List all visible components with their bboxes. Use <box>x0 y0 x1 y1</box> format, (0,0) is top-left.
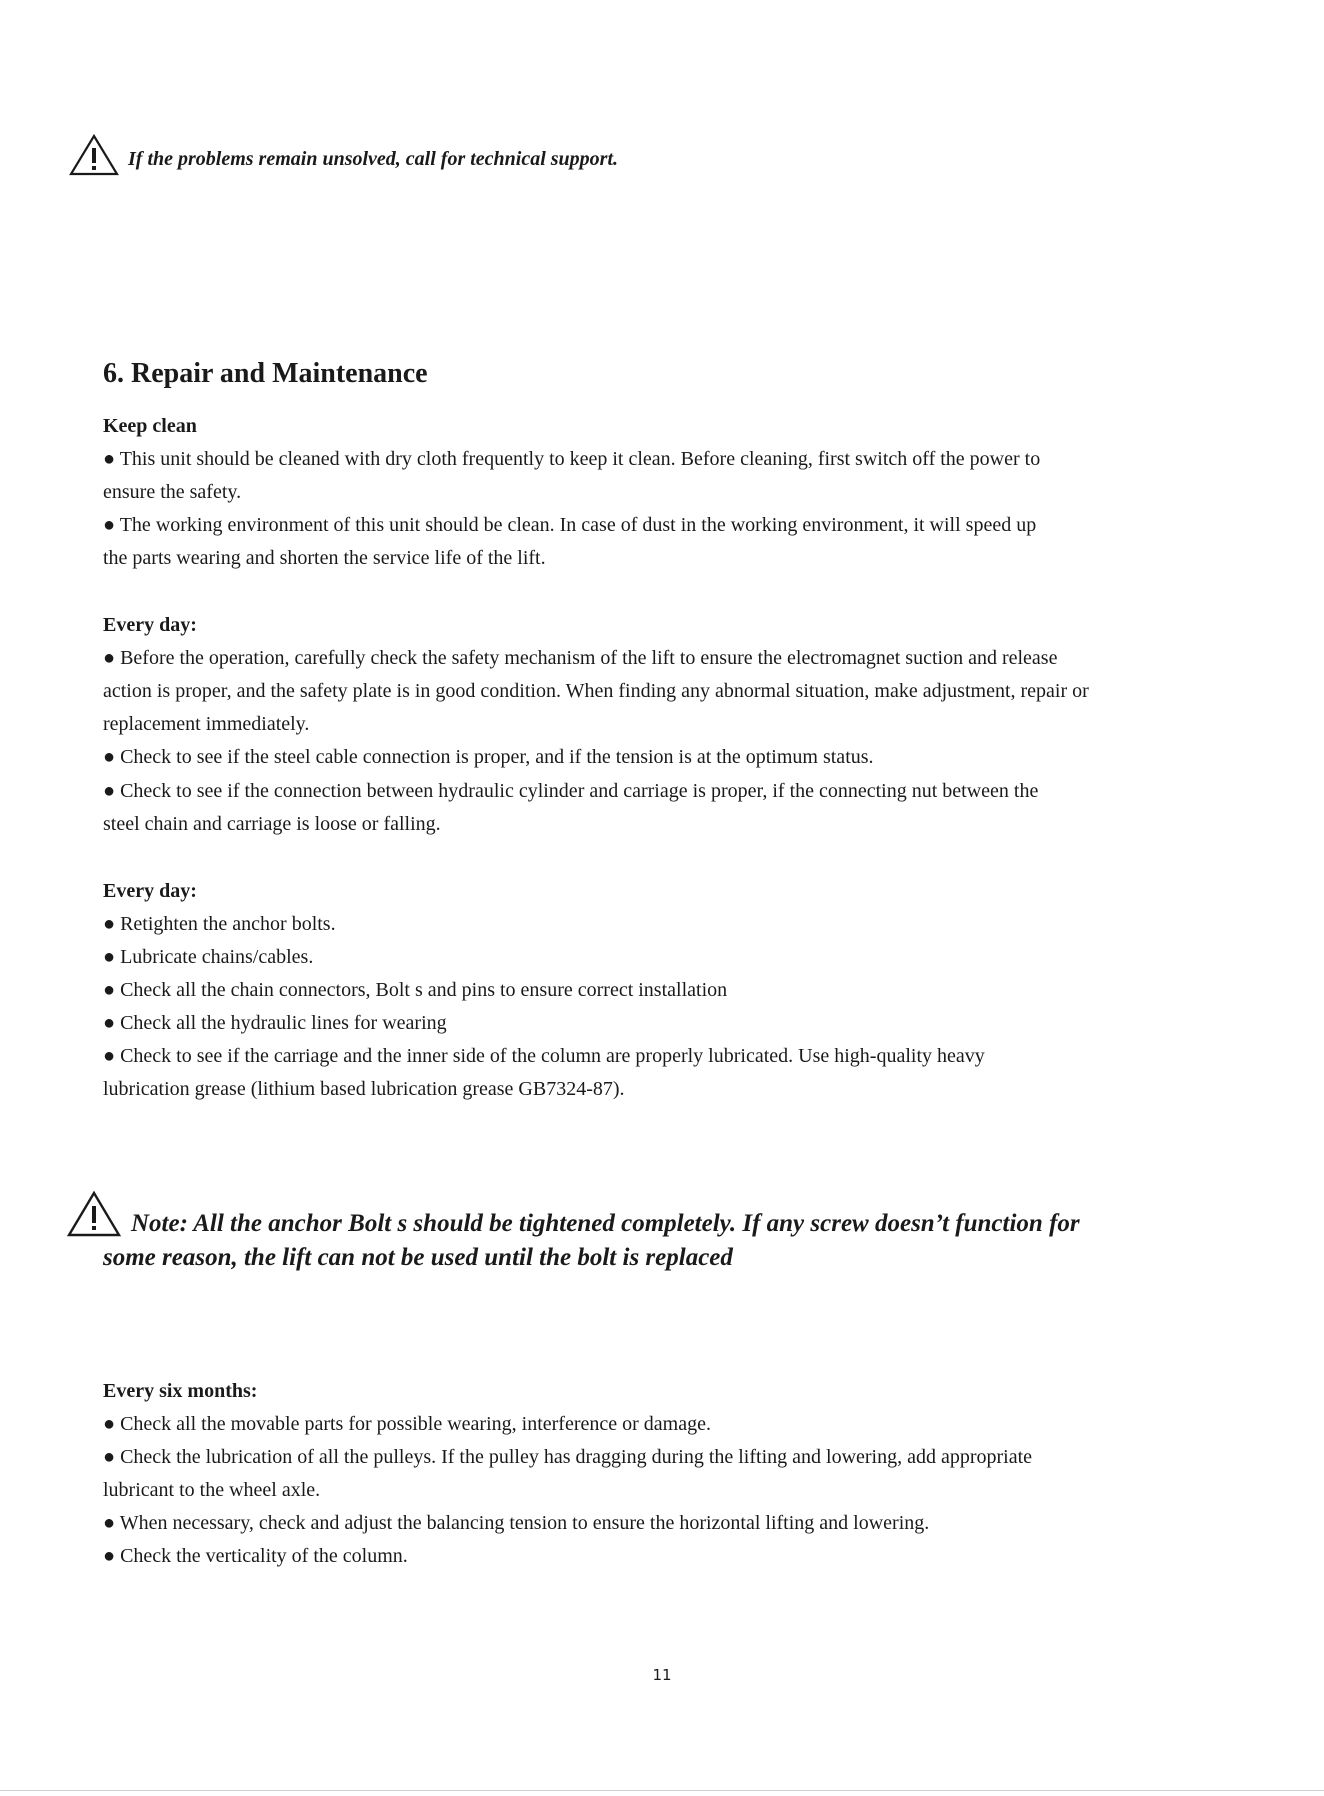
keep-clean-heading: Keep clean <box>103 415 197 437</box>
six-months-line: ● Check the lubrication of all the pulleys. If the pulley has dragging during the lifting and lowering, add appropriate <box>103 1446 1033 1468</box>
every-day-heading-2: Every day: <box>103 880 197 902</box>
every-day-2-line: ● Check all the chain connectors, Bolt s and pins to ensure correct installation <box>103 979 728 1001</box>
note-line-2: some reason, the lift can not be used until the bolt is replaced <box>103 1244 733 1271</box>
every-six-months-heading: Every six months: <box>103 1380 258 1402</box>
every-day-heading: Every day: <box>103 614 197 636</box>
section-title: 6. Repair and Maintenance <box>103 358 428 389</box>
every-day-line: action is proper, and the safety plate is in good condition. When finding any abnormal situation, make adjustment, repair or <box>103 680 1089 702</box>
every-day-line: steel chain and carriage is loose or falling. <box>103 813 441 835</box>
keep-clean-line: ensure the safety. <box>103 481 242 503</box>
every-day-line: ● Check to see if the connection between hydraulic cylinder and carriage is proper, if the connecting nut between the <box>103 780 1039 802</box>
keep-clean-line: ● This unit should be cleaned with dry cloth frequently to keep it clean. Before cleaning, first switch off the power to <box>103 448 1041 470</box>
every-day-line: replacement immediately. <box>103 713 310 735</box>
every-day-2-line: lubrication grease (lithium based lubrication grease GB7324-87). <box>103 1078 625 1100</box>
warning-triangle-icon <box>66 1190 122 1238</box>
every-day-2-line: ● Retighten the anchor bolts. <box>103 913 336 935</box>
six-months-line: ● Check the verticality of the column. <box>103 1545 408 1567</box>
every-day-line: ● Before the operation, carefully check the safety mechanism of the lift to ensure the electromagnet suction and release <box>103 647 1058 669</box>
every-day-2-line: ● Check all the hydraulic lines for wearing <box>103 1012 447 1034</box>
every-day-2-line: ● Lubricate chains/cables. <box>103 946 314 968</box>
warning-top-text: If the problems remain unsolved, call for technical support. <box>128 148 619 170</box>
keep-clean-line: the parts wearing and shorten the service life of the lift. <box>103 547 546 569</box>
six-months-line: ● Check all the movable parts for possible wearing, interference or damage. <box>103 1413 711 1435</box>
six-months-line: ● When necessary, check and adjust the balancing tension to ensure the horizontal lifting and lowering. <box>103 1512 930 1534</box>
every-day-line: ● Check to see if the steel cable connection is proper, and if the tension is at the optimum status. <box>103 746 874 768</box>
page-number: 11 <box>652 1666 672 1684</box>
keep-clean-line: ● The working environment of this unit should be clean. In case of dust in the working environment, it will speed up <box>103 514 1037 536</box>
note-line-1: Note: All the anchor Bolt s should be tightened completely. If any screw doesn’t function for <box>131 1210 1080 1237</box>
six-months-line: lubricant to the wheel axle. <box>103 1479 321 1501</box>
warning-triangle-icon <box>68 133 120 177</box>
page-bottom-divider <box>0 1790 1324 1791</box>
every-day-2-line: ● Check to see if the carriage and the inner side of the column are properly lubricated. Use high-quality heavy <box>103 1045 985 1067</box>
